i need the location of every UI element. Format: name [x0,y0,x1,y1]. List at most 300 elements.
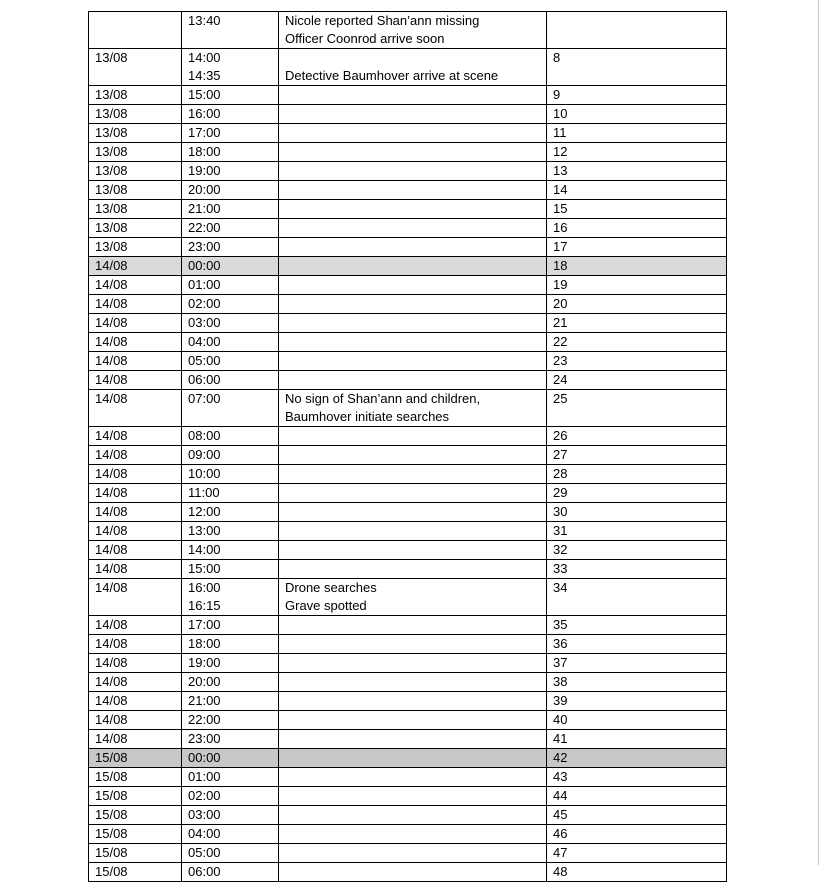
time-cell [182,730,279,749]
date-cell: 14/08 [89,579,182,616]
event-cell [279,219,547,238]
time-line: 03:00 [188,315,221,330]
event-line [285,503,540,521]
event-line [285,787,540,805]
time-line: 19:00 [188,655,221,670]
hour-number-cell [547,12,727,49]
hour-number-cell: 11 [547,124,727,143]
event-cell [279,427,547,446]
event-line [285,181,540,199]
hour-number-cell: 20 [547,295,727,314]
date-cell: 13/08 [89,105,182,124]
time-line: 16:00 [188,580,221,595]
time-cell [182,806,279,825]
hour-number-cell: 30 [547,503,727,522]
event-cell [279,616,547,635]
event-cell [279,560,547,579]
date-cell: 13/08 [89,49,182,86]
time-cell [182,768,279,787]
date-cell: 15/08 [89,863,182,882]
event-cell [279,12,547,49]
page-edge [818,0,819,865]
time-line: 21:00 [188,201,221,216]
date-cell: 14/08 [89,616,182,635]
date-cell: 15/08 [89,749,182,768]
time-cell [182,863,279,882]
date-cell: 14/08 [89,541,182,560]
date-cell: 14/08 [89,314,182,333]
event-line [285,352,540,370]
time-line: 19:00 [188,163,221,178]
table-row [89,143,727,162]
hour-number-cell: 32 [547,541,727,560]
time-cell [182,484,279,503]
event-line [285,654,540,672]
event-cell [279,541,547,560]
event-cell [279,579,547,616]
event-cell [279,768,547,787]
event-line [285,200,540,218]
time-cell [182,105,279,124]
event-line [285,105,540,123]
table-row [89,484,727,503]
event-line: No sign of Shan’ann and children, [285,391,481,406]
event-cell [279,484,547,503]
time-line: 18:00 [188,636,221,651]
event-cell [279,276,547,295]
time-line: 09:00 [188,447,221,462]
hour-number-cell: 39 [547,692,727,711]
time-cell [182,162,279,181]
time-line: 05:00 [188,353,221,368]
table-row [89,181,727,200]
event-line [285,541,540,559]
table-row [89,314,727,333]
time-line: 12:00 [188,504,221,519]
date-cell: 14/08 [89,371,182,390]
time-cell [182,541,279,560]
time-line: 01:00 [188,277,221,292]
time-cell [182,143,279,162]
event-cell [279,635,547,654]
hour-number-cell: 43 [547,768,727,787]
hour-number-cell: 38 [547,673,727,692]
table-row [89,200,727,219]
event-cell [279,86,547,105]
date-cell: 13/08 [89,219,182,238]
time-line: 02:00 [188,788,221,803]
event-cell [279,295,547,314]
event-line [285,730,540,748]
time-line: 06:00 [188,372,221,387]
event-cell [279,844,547,863]
table-row [89,692,727,711]
date-cell: 14/08 [89,711,182,730]
event-cell [279,806,547,825]
event-cell [279,825,547,844]
timeline-body [89,12,727,882]
date-cell: 14/08 [89,522,182,541]
table-row [89,333,727,352]
date-cell: 14/08 [89,503,182,522]
time-line: 00:00 [188,258,221,273]
time-line: 20:00 [188,182,221,197]
time-line: 22:00 [188,220,221,235]
event-line [285,162,540,180]
time-line: 01:00 [188,769,221,784]
table-row [89,749,727,768]
time-cell [182,503,279,522]
table-row [89,446,727,465]
date-cell: 15/08 [89,844,182,863]
hour-number-cell: 23 [547,352,727,371]
hour-number-cell: 22 [547,333,727,352]
date-cell: 15/08 [89,806,182,825]
hour-number-cell: 41 [547,730,727,749]
table-row [89,503,727,522]
time-cell [182,787,279,806]
time-cell [182,427,279,446]
time-cell [182,560,279,579]
hour-number-cell: 40 [547,711,727,730]
event-cell [279,787,547,806]
time-line: 23:00 [188,239,221,254]
event-line [285,238,540,256]
date-cell: 14/08 [89,465,182,484]
table-row [89,541,727,560]
table-row [89,352,727,371]
event-cell [279,863,547,882]
date-cell: 13/08 [89,86,182,105]
event-cell [279,465,547,484]
time-cell [182,844,279,863]
date-cell: 13/08 [89,124,182,143]
time-line: 08:00 [188,428,221,443]
date-cell: 14/08 [89,276,182,295]
date-cell: 14/08 [89,654,182,673]
event-line [285,616,540,634]
table-row [89,219,727,238]
time-cell [182,654,279,673]
time-cell [182,49,279,86]
hour-number-cell: 35 [547,616,727,635]
hour-number-cell: 28 [547,465,727,484]
time-cell [182,749,279,768]
event-cell [279,124,547,143]
event-cell [279,522,547,541]
event-cell [279,446,547,465]
time-cell [182,219,279,238]
time-line: 21:00 [188,693,221,708]
time-line: 06:00 [188,864,221,879]
time-cell [182,124,279,143]
date-cell: 14/08 [89,692,182,711]
event-line [285,522,540,540]
hour-number-cell: 31 [547,522,727,541]
date-cell: 13/08 [89,181,182,200]
event-line [285,333,540,351]
table-row [89,12,727,49]
time-line: 16:00 [188,106,221,121]
time-cell [182,12,279,49]
time-cell [182,238,279,257]
date-cell [89,12,182,49]
event-line: Detective Baumhover arrive at scene [285,68,499,83]
date-cell: 14/08 [89,333,182,352]
table-row [89,162,727,181]
event-line [285,295,540,313]
time-cell [182,711,279,730]
table-row [89,654,727,673]
hour-number-cell: 34 [547,579,727,616]
table-row [89,844,727,863]
time-line: 14:35 [188,68,221,83]
event-line [285,427,540,445]
date-cell: 14/08 [89,390,182,427]
time-cell [182,635,279,654]
time-line: 02:00 [188,296,221,311]
date-cell: 13/08 [89,143,182,162]
time-cell [182,825,279,844]
table-row [89,86,727,105]
date-cell: 13/08 [89,200,182,219]
time-cell [182,692,279,711]
event-line [285,844,540,862]
event-cell [279,143,547,162]
hour-number-cell: 12 [547,143,727,162]
date-cell: 14/08 [89,427,182,446]
time-line: 04:00 [188,826,221,841]
date-cell: 14/08 [89,635,182,654]
table-row [89,863,727,882]
time-line: 20:00 [188,674,221,689]
event-cell [279,352,547,371]
event-cell [279,181,547,200]
time-cell [182,616,279,635]
event-cell [279,200,547,219]
hour-number-cell: 26 [547,427,727,446]
time-line: 14:00 [188,542,221,557]
event-line [285,276,540,294]
date-cell: 14/08 [89,484,182,503]
time-line: 13:00 [188,523,221,538]
event-cell [279,711,547,730]
table-row [89,730,727,749]
hour-number-cell: 29 [547,484,727,503]
table-row [89,825,727,844]
event-cell [279,673,547,692]
event-line [285,143,540,161]
time-cell [182,673,279,692]
hour-number-cell: 17 [547,238,727,257]
event-cell [279,692,547,711]
time-line: 04:00 [188,334,221,349]
date-cell: 14/08 [89,560,182,579]
event-line [285,484,540,502]
hour-number-cell: 47 [547,844,727,863]
time-line: 00:00 [188,750,221,765]
date-cell: 15/08 [89,787,182,806]
date-cell: 15/08 [89,825,182,844]
event-line [285,635,540,653]
date-cell: 14/08 [89,673,182,692]
time-line: 15:00 [188,87,221,102]
table-row [89,49,727,86]
event-line: Nicole reported Shan’ann missing [285,13,480,28]
hour-number-cell: 27 [547,446,727,465]
time-line: 07:00 [188,391,221,406]
hour-number-cell: 10 [547,105,727,124]
event-line [285,314,540,332]
event-line [285,806,540,824]
time-line: 18:00 [188,144,221,159]
table-row [89,105,727,124]
table-row [89,673,727,692]
time-line: 16:15 [188,598,221,613]
event-line [285,749,540,767]
event-cell [279,238,547,257]
time-line: 17:00 [188,125,221,140]
event-line [285,692,540,710]
table-row [89,560,727,579]
table-row [89,711,727,730]
hour-number-cell: 14 [547,181,727,200]
date-cell: 13/08 [89,238,182,257]
hour-number-cell: 18 [547,257,727,276]
hour-number-cell: 19 [547,276,727,295]
time-line: 03:00 [188,807,221,822]
event-line [285,257,540,275]
event-line [285,825,540,843]
event-line [285,673,540,691]
table-row [89,522,727,541]
hour-number-cell: 16 [547,219,727,238]
time-cell [182,181,279,200]
event-line [285,560,540,578]
hour-number-cell: 25 [547,390,727,427]
time-line: 05:00 [188,845,221,860]
time-cell [182,390,279,427]
table-row [89,465,727,484]
event-cell [279,730,547,749]
time-cell [182,257,279,276]
event-line: Officer Coonrod arrive soon [285,31,445,46]
event-cell [279,49,547,86]
event-line [285,768,540,786]
hour-number-cell: 15 [547,200,727,219]
table-row [89,371,727,390]
hour-number-cell: 21 [547,314,727,333]
event-line [285,465,540,483]
time-line: 11:00 [188,485,220,500]
event-cell [279,749,547,768]
hour-number-cell: 48 [547,863,727,882]
event-line [285,371,540,389]
event-line [285,124,540,142]
time-line: 23:00 [188,731,221,746]
hour-number-cell: 45 [547,806,727,825]
date-cell: 14/08 [89,257,182,276]
table-row [89,635,727,654]
event-line: Grave spotted [285,598,367,613]
event-line [285,219,540,237]
hour-number-cell: 33 [547,560,727,579]
event-line [285,446,540,464]
date-cell: 14/08 [89,730,182,749]
hour-number-cell: 46 [547,825,727,844]
time-line: 10:00 [188,466,221,481]
time-cell [182,333,279,352]
event-line [285,49,540,67]
table-row [89,806,727,825]
table-row [89,616,727,635]
time-line: 22:00 [188,712,221,727]
hour-number-cell: 9 [547,86,727,105]
time-line: 13:40 [188,13,221,28]
time-cell [182,446,279,465]
time-cell [182,465,279,484]
date-cell: 13/08 [89,162,182,181]
event-line: Drone searches [285,580,377,595]
timeline-table [88,11,727,882]
time-line: 15:00 [188,561,221,576]
date-cell: 15/08 [89,768,182,787]
table-row [89,768,727,787]
table-row [89,276,727,295]
table-row [89,257,727,276]
event-cell [279,333,547,352]
hour-number-cell: 8 [547,49,727,86]
table-row [89,238,727,257]
event-cell [279,390,547,427]
event-cell [279,162,547,181]
event-line: Baumhover initiate searches [285,409,450,424]
time-line: 17:00 [188,617,221,632]
time-cell [182,371,279,390]
table-row [89,427,727,446]
hour-number-cell: 37 [547,654,727,673]
hour-number-cell: 36 [547,635,727,654]
hour-number-cell: 44 [547,787,727,806]
event-cell [279,371,547,390]
time-cell [182,352,279,371]
event-cell [279,503,547,522]
event-cell [279,257,547,276]
table-row [89,787,727,806]
table-row [89,295,727,314]
date-cell: 14/08 [89,295,182,314]
time-cell [182,522,279,541]
table-row [89,124,727,143]
event-line [285,863,540,881]
hour-number-cell: 42 [547,749,727,768]
hour-number-cell: 24 [547,371,727,390]
date-cell: 14/08 [89,352,182,371]
time-cell [182,200,279,219]
hour-number-cell: 13 [547,162,727,181]
event-cell [279,654,547,673]
time-cell [182,295,279,314]
time-cell [182,579,279,616]
table-row [89,579,727,616]
event-line [285,711,540,729]
time-line: 14:00 [188,50,221,65]
event-line [285,86,540,104]
table-row [89,390,727,427]
time-cell [182,86,279,105]
event-cell [279,105,547,124]
event-cell [279,314,547,333]
